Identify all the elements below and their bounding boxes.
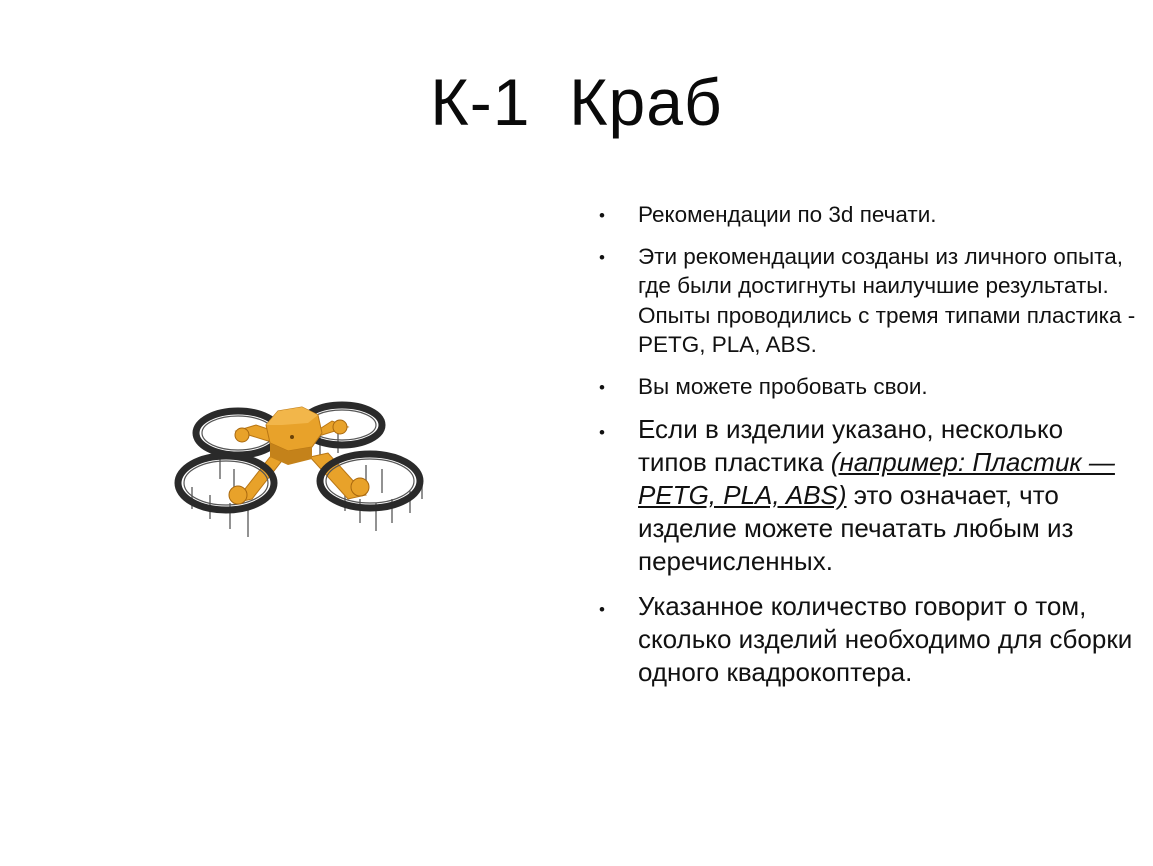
bullet-text: это означает, что изделие можете печатать любым из перечисленных. [638,480,1074,576]
list-item [597,590,1137,689]
bullet-text: Если в изделии указано, несколько типов пластика [638,414,1064,477]
bullet-text: Указанное количество говорит о том, сколько изделий необходимо для сборки одного квадрокоптера. [638,591,1133,687]
list-item [597,200,1137,230]
bullet-marker: • [599,377,605,397]
bullet-marker: • [599,600,605,619]
list-item [597,413,1137,578]
bullet-text: Вы можете пробовать свои. [638,373,928,399]
bullet-text: Эти рекомендации созданы из личного опыта, где были достигнуты наилучшие результаты. Опыты проводились с тремя типами пластика - PETG, PLA, ABS. [638,243,1136,357]
list-item [597,372,1137,402]
quadcopter-drone-image [170,395,440,555]
bullet-marker: • [599,206,605,225]
list-item [597,242,1137,360]
slide-title: К-1 Краб [430,65,723,139]
bullet-marker: • [599,423,605,442]
bullet-marker: • [599,247,605,267]
bullet-text: Рекомендации по 3d печати. [638,202,937,227]
plastic-example-text: (например: Пластик — PETG, PLA, ABS) [638,447,1115,510]
recommendations-list [597,200,1137,701]
